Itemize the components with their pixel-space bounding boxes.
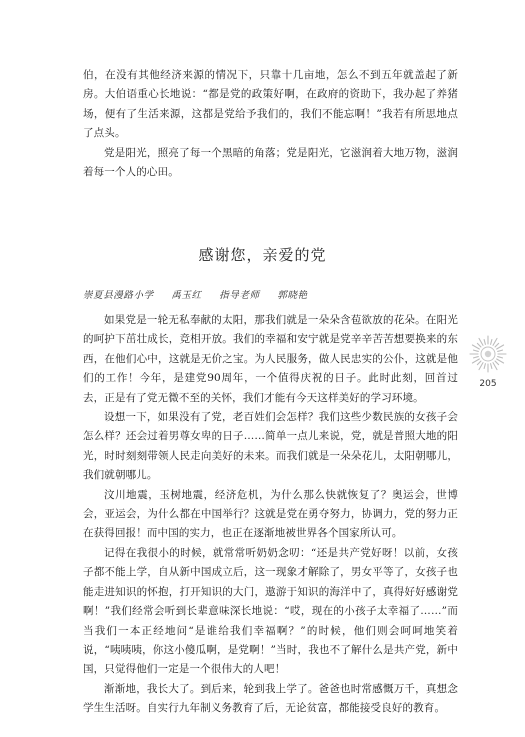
sunburst-ray [491, 340, 492, 345]
sunburst-ray [498, 350, 503, 351]
sunburst-ray [498, 357, 503, 358]
sunburst-ray [484, 364, 485, 369]
paragraph: 汶川地震，玉树地震，经济危机，为什么那么快就恢复了？奥运会，世博会，亚运会，为什么都在中国举行？这就是党在勇夺努力，协调力，党的努力正在获得回报！而中国的实力，也正在逐渐地被世界各个国家所认可。 [83, 488, 458, 540]
essay-title: 感谢您，亲爱的党 [198, 246, 327, 264]
sunburst-ray [493, 338, 497, 345]
sunburst-ray [497, 345, 504, 349]
paragraph: 记得在我很小的时候，就常常听奶奶念叨：“还是共产党好呀！以前，女孩子都不能上学，自从新中国成立后，这一现象才解除了，男女平等了，女孩子也能走进知识的怀抱，打开知识的大门，遨游于知识的海洋中了，真得好好感谢党啊！”我们经常会听到长辈意味深长地说：“哎，现在的小孩子太幸福了……”而当我们一本正经地问“是谁给我们幸福啊？”的时候，他们则会呵呵地笑着说，“咦咦咦，你这小傻瓜啊，是党啊！”当时，我也不了解什么是共产党，新中国，只觉得他们一定是一个很伟大的人吧！ [83, 546, 458, 676]
sunburst-ray [491, 364, 492, 369]
previous-essay-ending [83, 66, 458, 182]
sunburst-icon [468, 334, 508, 374]
paragraph: 伯，在没有其他经济来源的情况下，只靠十几亩地，怎么不到五年就盖起了新房。大伯语重心长地说：“都是党的政策好啊，在政府的资助下，我办起了养猪场，便有了生活来源，这都是党给予我们的，我们不能忘啊！”我若有所思地点了点头。 [83, 69, 458, 140]
sunburst-ray [495, 343, 499, 347]
paragraph: 渐渐地，我长大了。到后来，轮到我上学了。爸爸也时常感慨万千，真想念学生生活呀。自实行九年制义务教育了后，无论贫富，都能接受良好的教育。 [83, 682, 458, 715]
sunburst-ray [484, 340, 485, 345]
byline-advisor-label: 指导老师 [219, 290, 260, 301]
sunburst-ray [495, 361, 499, 365]
sunburst-ray [472, 345, 479, 349]
byline-school: 崇夏县漫路小学 [83, 290, 154, 301]
sunburst-ray [477, 361, 481, 365]
sunburst-ray [479, 363, 483, 370]
byline-author: 禹玉红 [171, 290, 202, 301]
paragraph: 如果党是一轮无私奉献的太阳，那我们就是一朵朵含苞欲放的花朵。在阳光的呵护下茁壮成长，竞相开放。我们的幸福和安宁就是党辛辛苦苦想要换来的东西，在他们心中，这就是无价之宝。为人民服务，做人民忠实的公仆，这就是他们的工作！今年，是建党90周年，一个值得庆祝的日子。此时此刻，回首过去，正是有了党无微不至的关怀，我们才能有今天这样美好的学习环境。 [83, 314, 458, 404]
sunburst-ray [479, 338, 483, 345]
byline-advisor: 郭晓艳 [277, 290, 308, 301]
sunburst-ray [474, 357, 479, 358]
page-number: 205 [479, 379, 497, 389]
sunburst-ray [493, 363, 497, 370]
paragraph: 设想一下，如果没有了党，老百姓们会怎样？我们这些少数民族的女孩子会怎么样？还会过着男尊女卑的日子……简单一点儿来说，党，就是普照大地的阳光，时时刻刻带领人民走向美好的未来。而我们就是一朵朵花儿，太阳朝哪儿，我们就朝哪儿。 [83, 411, 458, 482]
sunburst-ray [477, 343, 481, 347]
sunburst-ray [474, 350, 479, 351]
essay-body [83, 311, 458, 719]
sunburst-ray [497, 359, 504, 363]
byline [83, 287, 322, 301]
paragraph: 党是阳光，照亮了每一个黑暗的角落；党是阳光，它滋润着大地万物，滋润着每一个人的心田。 [83, 146, 458, 179]
sunburst-ray [472, 359, 479, 363]
